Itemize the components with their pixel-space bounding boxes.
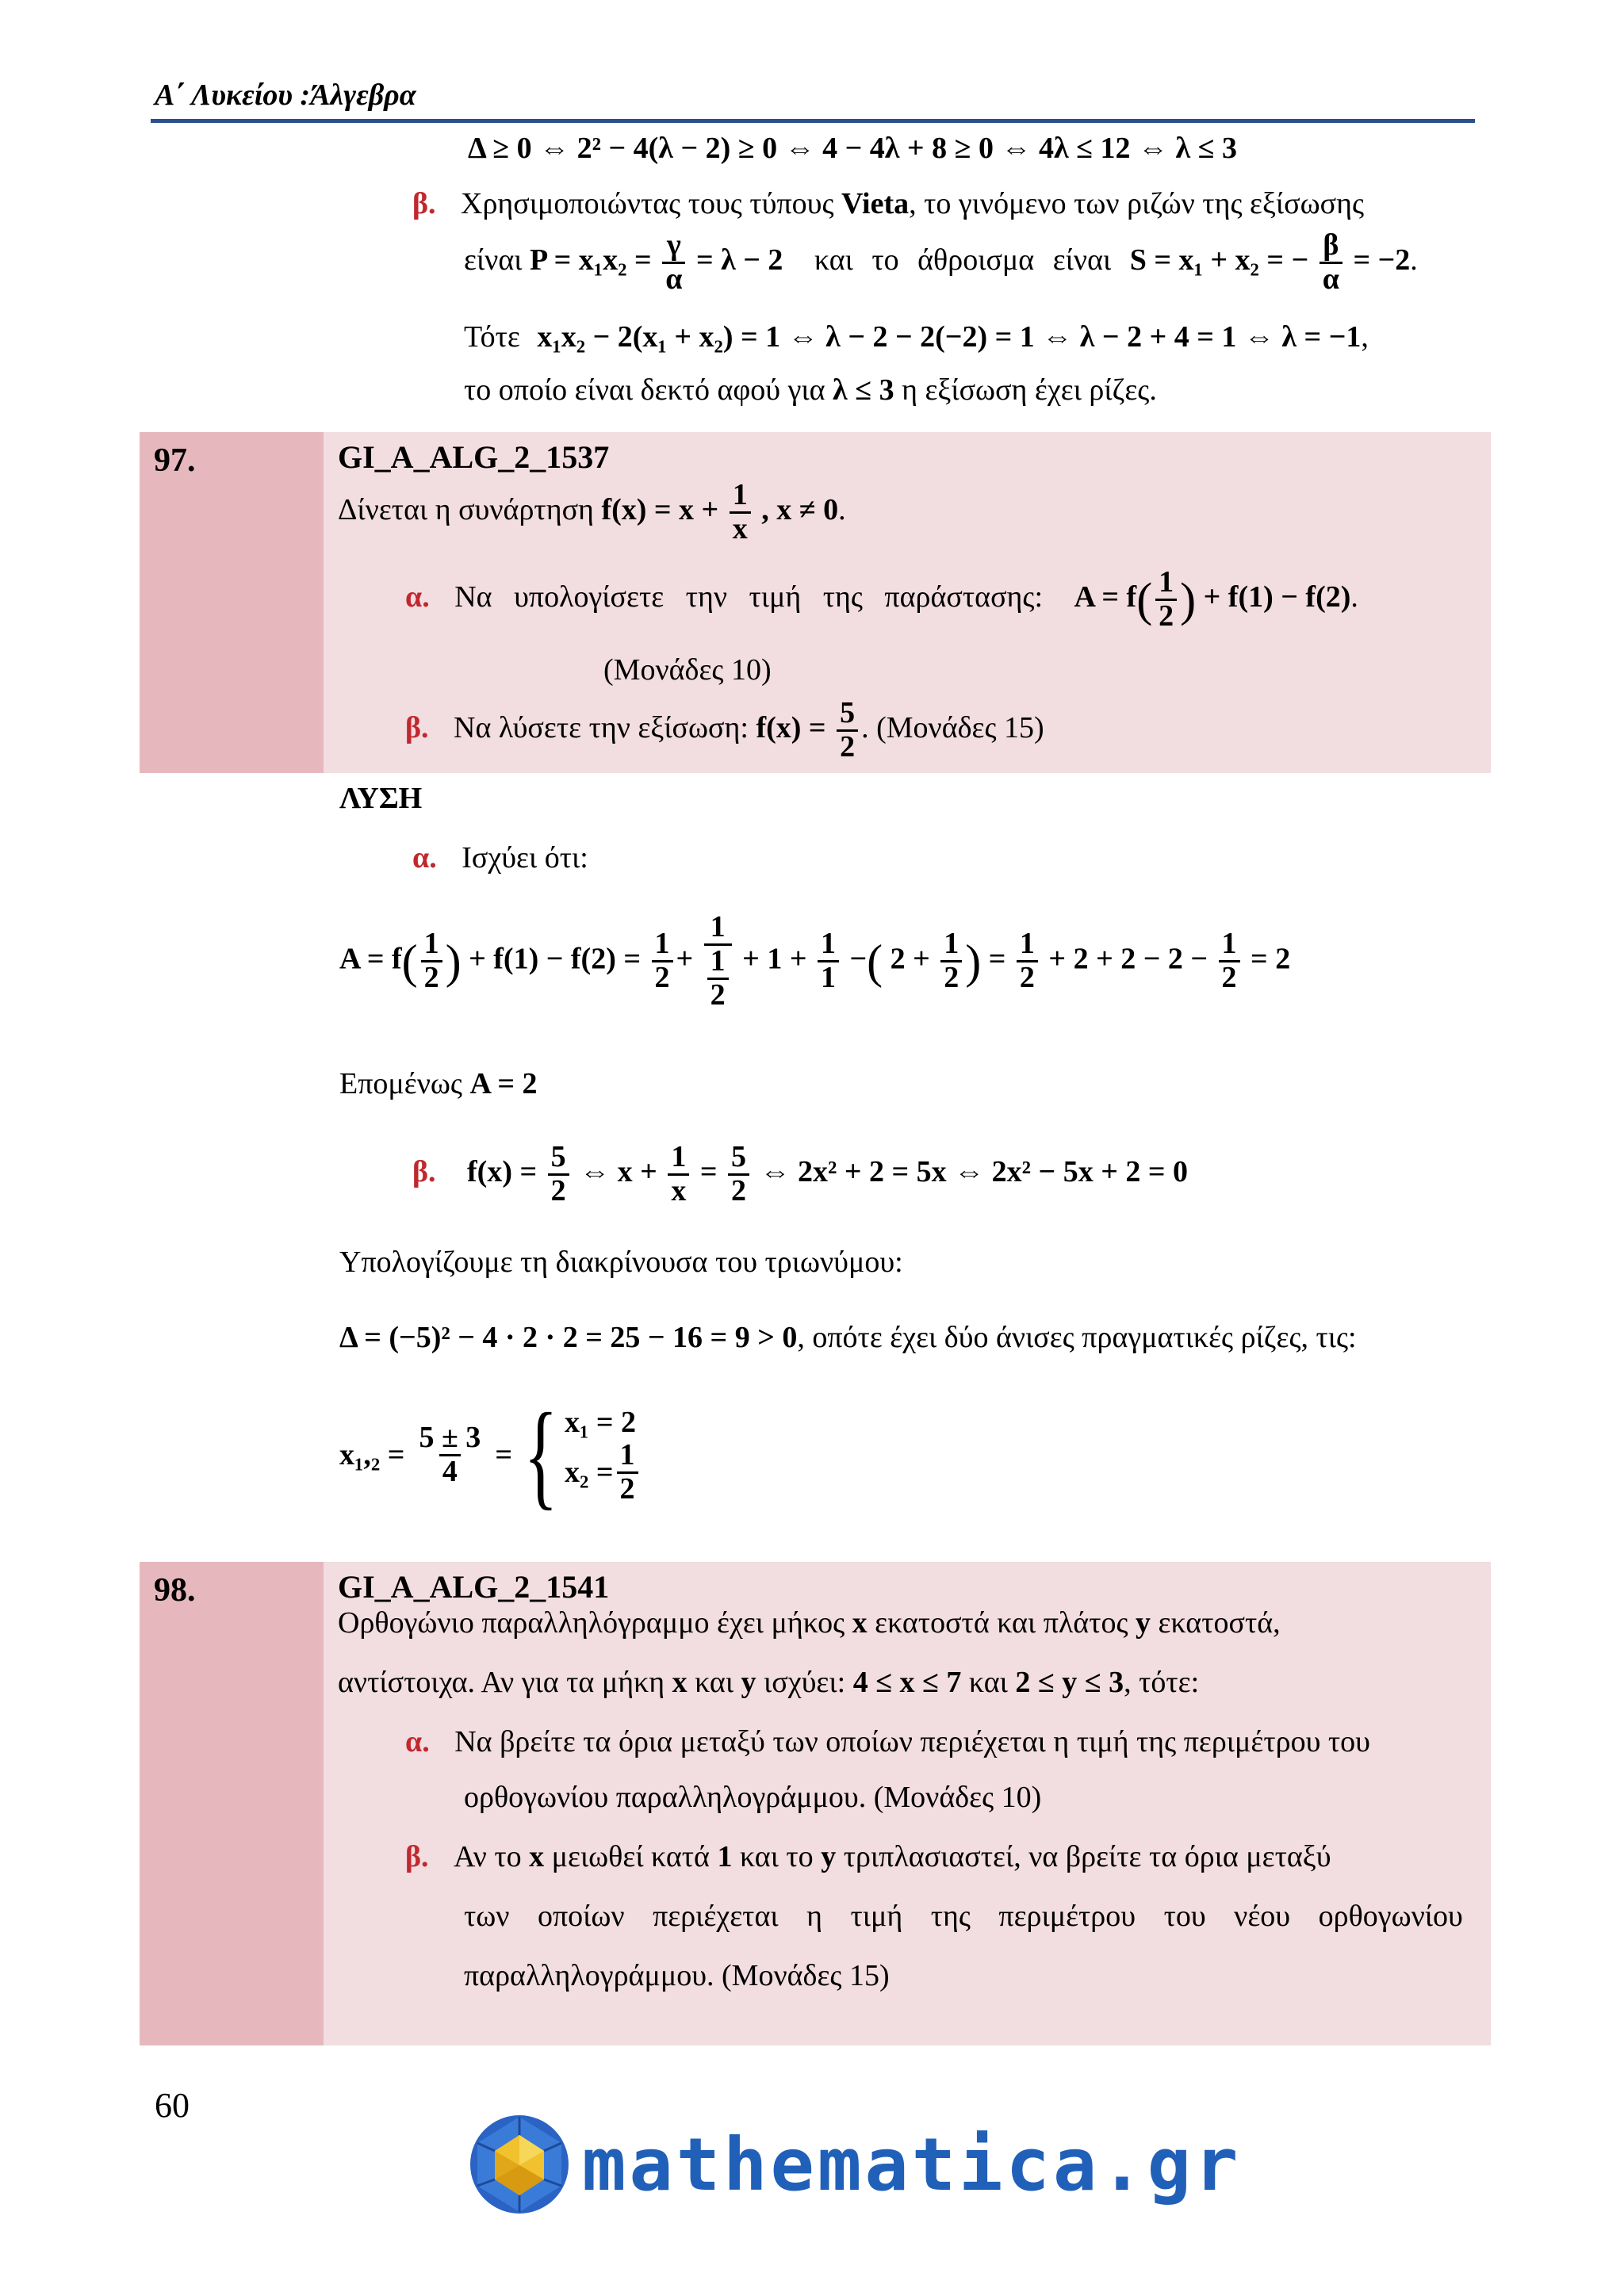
page-number: 60	[155, 2086, 190, 2125]
q98-beta-line2: των οποίων περιέχεται η τιμή της περιμέτρου του νέου ορθογωνίου	[464, 1900, 1463, 1933]
root-2: x₂ =	[564, 1456, 614, 1489]
q98-line2: αντίστοιχα. Αν για τα μήκη x και y ισχύει: 4 ≤ x ≤ 7 και 2 ≤ y ≤ 3, τότε:	[338, 1666, 1200, 1699]
q97-beta	[405, 698, 1044, 763]
q98-beta-line3: παραλληλογράμμου. (Μονάδες 15)	[464, 1959, 890, 1992]
prev-beta-text-b: , το γινόμενο των ριζών της εξίσωσης	[909, 187, 1365, 220]
sol97-beta: β. f(x) = $\frac{5}{2}$ ⇔ x + $\frac{1}{x}$ = $\frac{5}{2}$ ⇔ 2x² + 2 = 5x ⇔ 2x² − 5x + 2 = 0	[412, 1140, 1189, 1207]
prev-inequality-chain: Δ ≥ 0 ⇔ 2² − 4(λ − 2) ≥ 0 ⇔ 4 − 4λ + 8 ≥ 0 ⇔ 4λ ≤ 12 ⇔ λ ≤ 3	[468, 132, 1237, 165]
question-98-code: GI_A_ALG_2_1541	[338, 1569, 610, 1605]
q97-alpha-points: (Μονάδες 10)	[603, 653, 772, 687]
roots-brace: {	[523, 1389, 558, 1521]
one-half-fraction: $\frac{1}{2}$	[1155, 567, 1177, 633]
question-97-box	[140, 432, 1491, 773]
q97-alpha-expr-a: A = f	[1074, 580, 1137, 614]
sol97-therefore	[339, 1066, 537, 1101]
sol97-disc-tail: , οπότε έχει δύο άνισες πραγματικές ρίζες, τις:	[797, 1321, 1357, 1354]
sol97-disc-text: Υπολογίζουμε τη διακρίνουσα του τριωνύμου:	[339, 1246, 903, 1279]
prev-product-expr: P = x₁x₂ =	[530, 243, 652, 277]
question-97-number: 97.	[154, 442, 196, 479]
prev-line3-a: είναι	[464, 243, 523, 277]
sol97-therefore-a: Επομένως	[339, 1067, 462, 1100]
prev-then-expr: x₁x₂ − 2(x₁ + x₂) = 1 ⇔ λ − 2 − 2(−2) = 1 ⇔ λ − 2 + 4 = 1 ⇔ λ = −1	[537, 320, 1362, 354]
q97-beta-text: Να λύσετε την εξίσωση:	[454, 711, 749, 745]
q97-alpha-text: Να υπολογίσετε την τιμή της παράστασης:	[454, 580, 1044, 614]
beta-over-alpha-fraction: $\frac{\beta}{\alpha}$	[1320, 230, 1342, 296]
prev-line3-d: και το άθροισμα είναι	[814, 243, 1112, 277]
q98-alpha-line2: ορθογωνίου παραλληλογράμμου. (Μονάδες 10)	[464, 1781, 1042, 1814]
q97-domain: , x ≠ 0	[761, 493, 839, 527]
q97-alpha: α. Να υπολογίσετε την τιμή της παράστασης: A = f( $\frac{1}{2}$ ) + f(1) − f(2).	[405, 565, 1358, 633]
q98-beta: β. Αν το x μειωθεί κατά 1 και το y τριπλασιαστεί, να βρείτε τα όρια μεταξύ	[405, 1840, 1331, 1873]
prev-product-sum-line: είναι P = x₁x₂ = $\frac{\gamma}{\alpha}$ = λ − 2 και το άθροισμα είναι S = x₁ + x₂ = − $\frac{\beta}{\alpha}$ = −2.	[464, 228, 1418, 296]
question-98-number-column	[140, 1562, 324, 2045]
sol97-discriminant	[339, 1320, 1357, 1355]
sol97-therefore-b: A = 2	[469, 1067, 538, 1100]
q98-beta-label: β.	[405, 1840, 429, 1873]
page-header-title: Α΄ Λυκείου :Άλγεβρα	[155, 78, 416, 112]
sol97-disc-expr: Δ = (−5)² − 4 · 2 · 2 = 25 − 16 = 9 > 0	[339, 1321, 798, 1354]
q98-line1: Ορθογώνιο παραλληλόγραμμο έχει μήκος x εκατοστά και πλάτος y εκατοστά,	[338, 1606, 1281, 1640]
prev-beta-line	[412, 186, 1364, 221]
prev-beta-text-a: Χρησιμοποιώντας τους τύπους	[461, 187, 834, 220]
q97-function-def: f(x) = x +	[601, 493, 719, 527]
q97-intro: Δίνεται η συνάρτηση f(x) = x + $\frac{1}{x}$ , x ≠ 0.	[338, 478, 846, 545]
site-logo	[468, 2113, 1241, 2216]
five-halves-fraction: $\frac{5}{2}$	[837, 698, 858, 763]
question-97-code: GI_A_ALG_2_1537	[338, 439, 610, 475]
polyhedron-logo-icon	[468, 2113, 571, 2216]
sol97-alpha	[412, 840, 588, 875]
prev-accept-line	[464, 373, 1157, 408]
one-over-x-fraction: $\frac{1}{x}$	[730, 480, 751, 545]
q97-alpha-expr-b: + f(1) − f(2)	[1203, 580, 1351, 614]
prev-line5-a: το οποίο είναι δεκτό αφού για	[464, 373, 825, 407]
prev-vieta: Vieta	[841, 187, 910, 220]
prev-beta-label: β.	[412, 187, 436, 220]
one-over-half-fraction: $\frac{1}{\frac{1}{2}}$	[704, 912, 732, 1012]
q97-beta-label: β.	[405, 711, 429, 745]
roots-fraction: $\frac{5 \pm 3}{4}$	[419, 1420, 481, 1488]
prev-sum-value: = −2	[1353, 243, 1411, 277]
sol97-alpha-label: α.	[412, 841, 437, 874]
q97-alpha-label: α.	[405, 580, 430, 614]
question-97-number-column	[140, 432, 324, 773]
logo-text: mathematica.gr	[582, 2122, 1242, 2207]
q97-intro-a: Δίνεται η συνάρτηση	[338, 493, 594, 527]
prev-then-line: Τότε x₁x₂ − 2(x₁ + x₂) = 1 ⇔ λ − 2 − 2(−2) = 1 ⇔ λ − 2 + 4 = 1 ⇔ λ = −1,	[464, 320, 1369, 354]
prev-line5-c: η εξίσωση έχει ρίζες.	[902, 373, 1157, 407]
prev-condition: λ ≤ 3	[833, 373, 894, 407]
prev-sum-expr: S = x₁ + x₂ = −	[1129, 243, 1309, 277]
prev-product-value: = λ − 2	[695, 243, 783, 277]
sol97-calculation: A = f( $\frac{1}{2}$ ) + f(1) − f(2) = $\frac{1}{2}$ + $\frac{1}{\frac{1}{2}}$ + 1 + $\frac{1}{1}$ −( 2 + $\frac{1}{2}$ ) = $\frac{1}{2}$ + 2 + 2 − 2 − $\frac{1}{2}$ = 2	[339, 910, 1291, 1012]
solution-heading: ΛΥΣΗ	[339, 782, 423, 815]
sol97-roots: x₁,₂ = $\frac{5 \pm 3}{4}$ = { x₁ = 2 x₂ = $\frac{1}{2}$	[339, 1395, 642, 1514]
q98-alpha: α. Να βρείτε τα όρια μεταξύ των οποίων περιέχεται η τιμή της περιμέτρου του	[405, 1725, 1370, 1758]
q97-beta-expr: f(x) =	[756, 711, 826, 745]
q98-alpha-label: α.	[405, 1725, 430, 1758]
question-98-number: 98.	[154, 1572, 196, 1609]
header-rule	[151, 119, 1475, 123]
question-98-box	[140, 1562, 1491, 2045]
prev-line4-a: Τότε	[464, 320, 520, 354]
sol97-alpha-text: Ισχύει ότι:	[462, 841, 588, 874]
sol97-beta-label: β.	[412, 1155, 436, 1189]
root-1: x₁ = 2	[564, 1405, 637, 1439]
gamma-over-alpha-fraction: $\frac{\gamma}{\alpha}$	[662, 230, 685, 296]
q97-beta-points: . (Μονάδες 15)	[861, 711, 1044, 745]
